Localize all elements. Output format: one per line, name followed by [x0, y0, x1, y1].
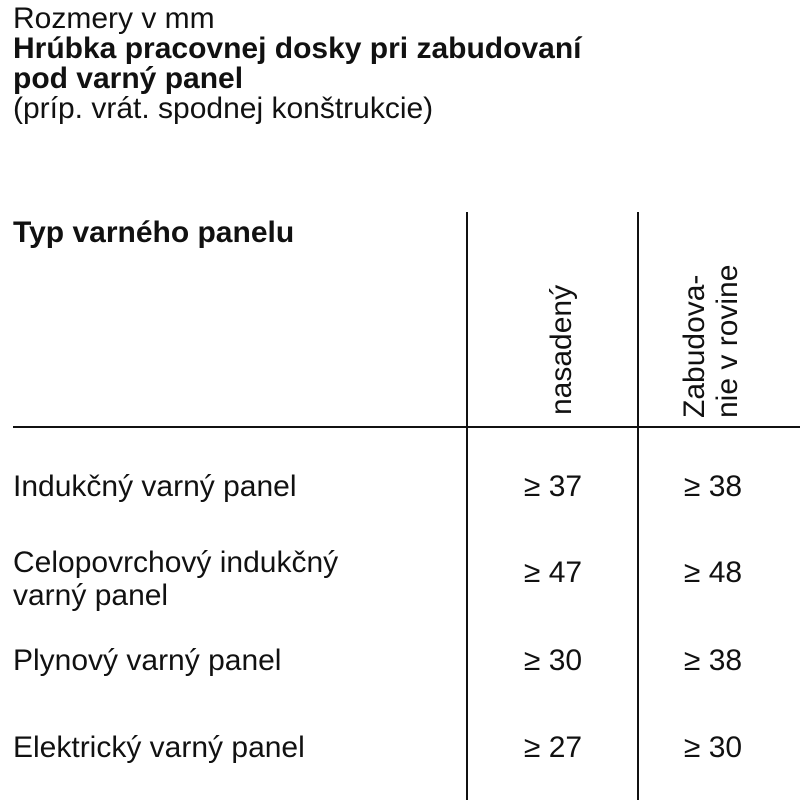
row-value-col1: ≥ 30: [523, 644, 583, 677]
heading-block: [13, 4, 793, 124]
row-label-line2: varný panel: [13, 579, 169, 612]
col2-header-line1: Zabudova-: [678, 274, 711, 418]
heading-subtitle: (príp. vrát. spodnej konštrukcie): [13, 92, 434, 125]
heading-title-line2: pod varný panel: [13, 62, 244, 95]
row-label-line1: Indukčný varný panel: [13, 470, 297, 503]
heading-title-line1: Hrúbka pracovnej dosky pri zabudovaní: [13, 32, 582, 65]
row-value-col1: ≥ 37: [523, 470, 583, 503]
row-value-col1: ≥ 47: [523, 556, 583, 589]
column-divider-2: [637, 212, 639, 800]
type-column-header: Typ varného panelu: [13, 216, 295, 249]
table-row-label: [13, 731, 305, 764]
row-value-col2: ≥ 30: [683, 731, 743, 764]
col1-header: [545, 285, 578, 415]
row-value-col2: ≥ 38: [683, 644, 743, 677]
col2-header-line2: nie v rovine: [711, 264, 744, 418]
table-row-label: [13, 644, 281, 677]
column-divider-1: [466, 212, 468, 800]
row-label-line1: Elektrický varný panel: [13, 731, 305, 764]
table-row-label: [13, 546, 338, 612]
units-note: Rozmery v mm: [13, 2, 215, 35]
col2-header: [678, 265, 744, 418]
row-value-col1: ≥ 27: [523, 731, 583, 764]
row-value-col2: ≥ 38: [683, 470, 743, 503]
header-divider: [13, 426, 800, 428]
col1-header-text: nasadený: [545, 284, 578, 415]
table-row-label: [13, 470, 297, 503]
row-value-col2: ≥ 48: [683, 556, 743, 589]
row-label-line1: Celopovrchový indukčný: [13, 546, 339, 579]
row-label-line1: Plynový varný panel: [13, 644, 282, 677]
